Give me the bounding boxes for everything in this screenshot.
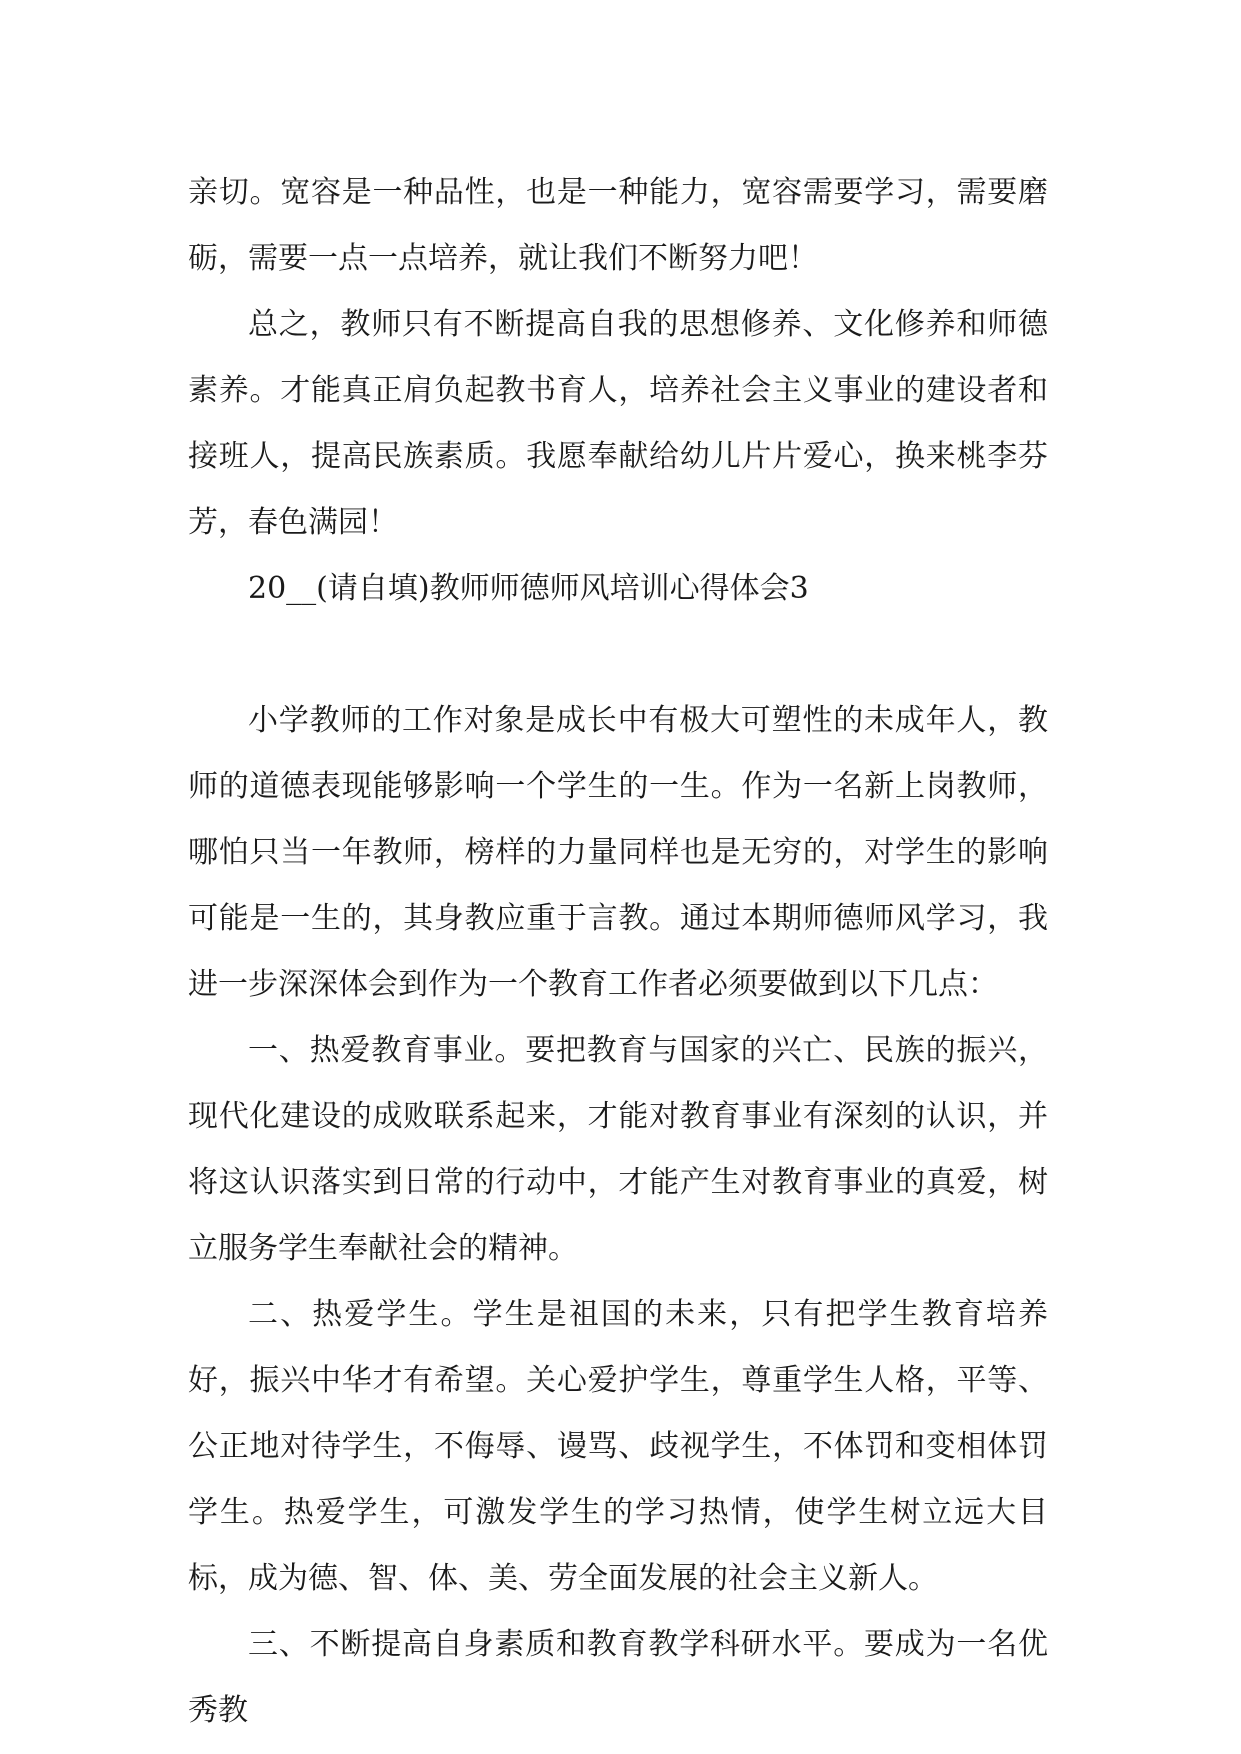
paragraph-point-three: 三、不断提高自身素质和教育教学科研水平。要成为一名优秀教 <box>188 1627 1048 1728</box>
paragraph-point-two: 二、热爱学生。学生是祖国的未来，只有把学生教育培养好，振兴中华才有希望。关心爱护学生，尊重学生人格，平等、公正地对待学生，不侮辱、谩骂、歧视学生，不体罚和变相体罚学生。热爱学生，可激发学生的学习热情，使学生树立远大目标，成为德、智、体、美、劳全面发展的社会主义新人。 <box>188 1297 1048 1596</box>
section-heading: 20__(请自填)教师师德师风培训心得体会3 <box>248 571 809 606</box>
paragraph-intro: 小学教师的工作对象是成长中有极大可塑性的未成年人，教师的道德表现能够影响一个学生的一生。作为一名新上岗教师，哪怕只当一年教师，榜样的力量同样也是无穷的，对学生的影响可能是一生的，其身教应重于言教。通过本期师德师风学习，我进一步深深体会到作为一个教育工作者必须要做到以下几点： <box>188 703 1048 1002</box>
paragraph-continuation: 亲切。宽容是一种品性，也是一种能力，宽容需要学习，需要磨砺，需要一点一点培养，就让我们不断努力吧！ <box>188 175 1048 276</box>
blank-line <box>188 622 1048 688</box>
paragraph-point-one: 一、热爱教育事业。要把教育与国家的兴亡、民族的振兴，现代化建设的成败联系起来，才能对教育事业有深刻的认识，并将这认识落实到日常的行动中，才能产生对教育事业的真爱，树立服务学生奉献社会的精神。 <box>188 1033 1048 1266</box>
paragraph-conclusion: 总之，教师只有不断提高自我的思想修养、文化修养和师德素养。才能真正肩负起教书育人，培养社会主义事业的建设者和接班人，提高民族素质。我愿奉献给幼儿片片爱心，换来桃李芬芳，春色满园！ <box>188 307 1048 540</box>
document-body <box>188 160 1048 1744</box>
